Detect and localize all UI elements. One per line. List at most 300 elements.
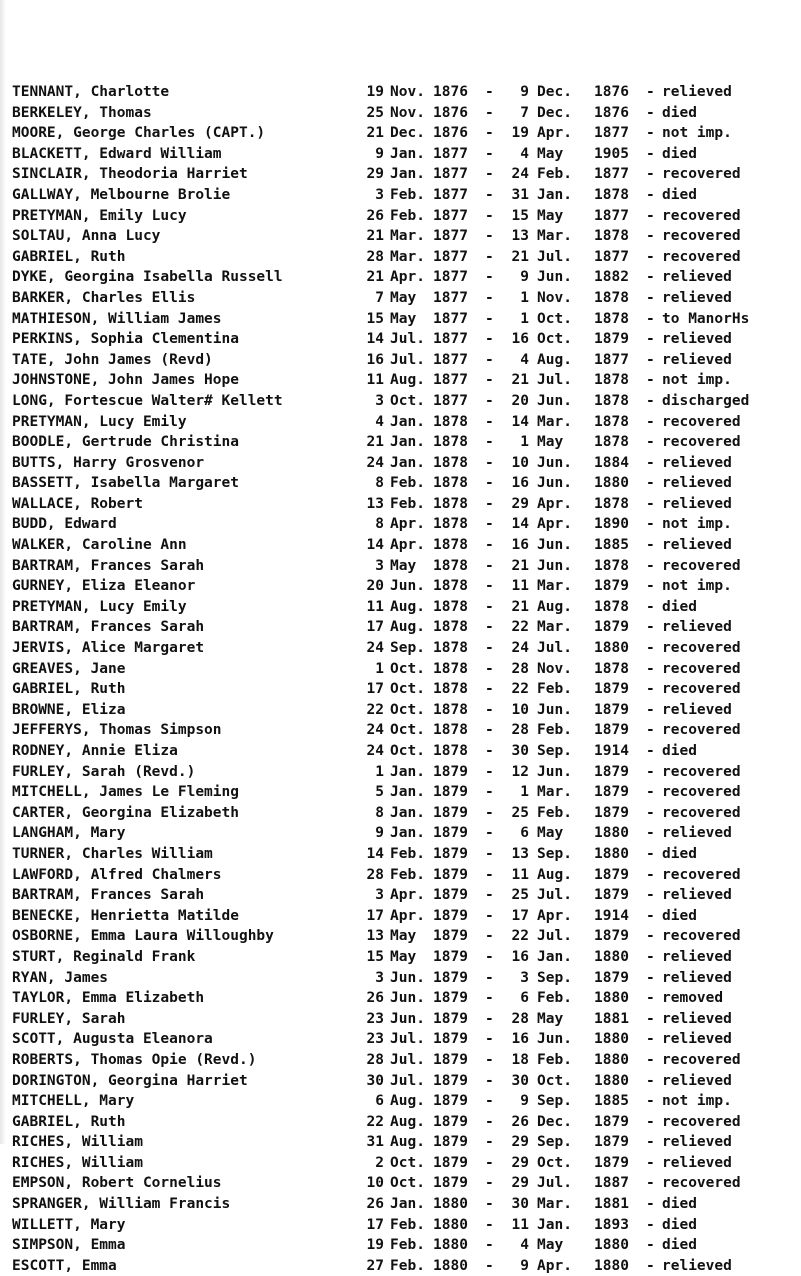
outcome-separator: - (646, 660, 655, 677)
admission-month: Jun. (390, 1010, 425, 1027)
discharge-year: 1881 (594, 1010, 629, 1027)
admission-month: Dec. (390, 125, 425, 142)
discharge-year: 1878 (594, 413, 629, 430)
discharge-day: 4 (520, 351, 529, 368)
outcome: relieved (662, 289, 732, 306)
discharge-day: 4 (520, 145, 529, 162)
date-separator: - (485, 166, 494, 183)
discharge-month: Dec. (537, 1113, 572, 1130)
discharge-month: Jun. (537, 475, 572, 492)
outcome: recovered (662, 166, 741, 183)
patient-name: BENECKE, Henrietta Matilde (12, 907, 239, 924)
admission-month: Oct. (390, 722, 425, 739)
discharge-day: 28 (511, 660, 529, 677)
discharge-day: 16 (511, 537, 529, 554)
date-separator: - (485, 969, 494, 986)
discharge-year: 1887 (594, 1175, 629, 1192)
admission-year: 1878 (433, 701, 468, 718)
discharge-day: 22 (511, 928, 529, 945)
date-separator: - (485, 186, 494, 203)
admission-month: Mar. (390, 228, 425, 245)
outcome-separator: - (646, 578, 655, 595)
admission-year: 1879 (433, 1113, 468, 1130)
admission-year: 1878 (433, 619, 468, 636)
outcome-separator: - (646, 784, 655, 801)
discharge-month: Aug. (537, 598, 572, 615)
admission-day: 3 (375, 557, 384, 574)
admission-year: 1878 (433, 681, 468, 698)
discharge-month: Feb. (537, 722, 572, 739)
discharge-year: 1882 (594, 269, 629, 286)
admission-day: 1 (375, 763, 384, 780)
admission-day: 31 (366, 1134, 384, 1151)
discharge-year: 1879 (594, 928, 629, 945)
discharge-day: 22 (511, 681, 529, 698)
discharge-year: 1880 (594, 475, 629, 492)
admission-month: Jul. (390, 1051, 425, 1068)
admission-month: Feb. (390, 1237, 425, 1254)
discharge-year: 1878 (594, 598, 629, 615)
register-row (12, 267, 797, 288)
admission-year: 1880 (433, 1216, 468, 1233)
register-row (12, 185, 797, 206)
admission-day: 5 (375, 784, 384, 801)
register-row (12, 597, 797, 618)
register-row (12, 226, 797, 247)
outcome-separator: - (646, 640, 655, 657)
admission-year: 1877 (433, 248, 468, 265)
outcome-separator: - (646, 619, 655, 636)
admission-day: 25 (366, 104, 384, 121)
patient-name: MOORE, George Charles (CAPT.) (12, 125, 266, 142)
admission-month: Oct. (390, 1175, 425, 1192)
admission-day: 28 (366, 866, 384, 883)
register-row (12, 82, 797, 103)
date-separator: - (485, 907, 494, 924)
admission-year: 1879 (433, 1093, 468, 1110)
discharge-month: May (537, 145, 564, 162)
date-separator: - (485, 475, 494, 492)
patient-name: RODNEY, Annie Eliza (12, 743, 178, 759)
discharge-month: Sep. (537, 969, 572, 986)
outcome-separator: - (646, 310, 655, 327)
date-separator: - (485, 784, 494, 801)
admission-day: 22 (366, 1113, 384, 1130)
admission-year: 1879 (433, 990, 468, 1007)
discharge-year: 1878 (594, 660, 629, 677)
date-separator: - (485, 1031, 494, 1048)
outcome: died (662, 743, 697, 759)
date-separator: - (485, 310, 494, 327)
outcome-separator: - (646, 1031, 655, 1048)
discharge-month: Sep. (537, 1093, 572, 1110)
date-separator: - (485, 84, 494, 100)
outcome: relieved (662, 887, 732, 904)
admission-year: 1879 (433, 825, 468, 842)
admission-day: 16 (366, 351, 384, 368)
outcome: recovered (662, 207, 741, 224)
admission-year: 1878 (433, 578, 468, 595)
outcome: recovered (662, 413, 741, 430)
discharge-month: Jun. (537, 454, 572, 471)
admission-year: 1878 (433, 537, 468, 554)
admission-month: Jun. (390, 990, 425, 1007)
outcome-separator: - (646, 1154, 655, 1171)
admission-month: Aug. (390, 598, 425, 615)
admission-year: 1878 (433, 598, 468, 615)
admission-month: May (390, 928, 417, 945)
discharge-year: 1879 (594, 804, 629, 821)
outcome: relieved (662, 269, 732, 286)
admission-year: 1879 (433, 887, 468, 904)
discharge-day: 21 (511, 557, 529, 574)
discharge-day: 9 (520, 1257, 529, 1274)
register-row (12, 617, 797, 638)
admission-day: 8 (375, 804, 384, 821)
date-separator: - (485, 289, 494, 306)
discharge-month: Feb. (537, 166, 572, 183)
admission-month: Apr. (390, 537, 425, 554)
register-row (12, 329, 797, 350)
patient-name: STURT, Reginald Frank (12, 948, 196, 965)
discharge-day: 10 (511, 454, 529, 471)
discharge-year: 1879 (594, 578, 629, 595)
admission-month: Mar. (390, 248, 425, 265)
admission-month: Jan. (390, 145, 425, 162)
admission-year: 1877 (433, 289, 468, 306)
outcome-separator: - (646, 289, 655, 306)
patient-name: FURLEY, Sarah (Revd.) (12, 763, 196, 780)
register-row (12, 700, 797, 721)
discharge-day: 29 (511, 1134, 529, 1151)
discharge-day: 29 (511, 1175, 529, 1192)
patient-name: CARTER, Georgina Elizabeth (12, 804, 239, 821)
register-row (12, 103, 797, 124)
admission-day: 3 (375, 887, 384, 904)
outcome: recovered (662, 1175, 741, 1192)
patient-name: OSBORNE, Emma Laura Willoughby (12, 928, 274, 945)
admission-month: Aug. (390, 1113, 425, 1130)
discharge-day: 25 (511, 887, 529, 904)
admission-year: 1879 (433, 928, 468, 945)
admission-month: Jul. (390, 1072, 425, 1089)
outcome-separator: - (646, 1113, 655, 1130)
outcome-separator: - (646, 186, 655, 203)
discharge-day: 28 (511, 1010, 529, 1027)
admission-day: 24 (366, 722, 384, 739)
admission-month: Jan. (390, 1196, 425, 1213)
register-row (12, 1132, 797, 1153)
discharge-month: Oct. (537, 1154, 572, 1171)
admission-day: 24 (366, 743, 384, 759)
discharge-year: 1877 (594, 166, 629, 183)
discharge-day: 6 (520, 990, 529, 1007)
register-row (12, 473, 797, 494)
outcome: recovered (662, 640, 741, 657)
admission-day: 3 (375, 969, 384, 986)
discharge-day: 16 (511, 331, 529, 348)
admission-day: 14 (366, 331, 384, 348)
register-row (12, 865, 797, 886)
admission-day: 21 (366, 269, 384, 286)
patient-name: GALLWAY, Melbourne Brolie (12, 186, 231, 203)
discharge-year: 1877 (594, 351, 629, 368)
patient-name: BUDD, Edward (12, 516, 117, 533)
register-row (12, 823, 797, 844)
admission-year: 1878 (433, 434, 468, 451)
discharge-year: 1878 (594, 289, 629, 306)
outcome: relieved (662, 701, 732, 718)
admission-day: 7 (375, 289, 384, 306)
register-row (12, 720, 797, 741)
admission-month: Feb. (390, 1216, 425, 1233)
discharge-year: 1878 (594, 186, 629, 203)
patient-name: JERVIS, Alice Margaret (12, 640, 205, 657)
admission-month: Jul. (390, 351, 425, 368)
discharge-month: Jun. (537, 1031, 572, 1048)
admission-day: 23 (366, 1010, 384, 1027)
discharge-day: 1 (520, 434, 529, 451)
outcome-separator: - (646, 928, 655, 945)
outcome: recovered (662, 763, 741, 780)
register-row (12, 391, 797, 412)
patient-name: RYAN, James (12, 969, 109, 986)
date-separator: - (485, 207, 494, 224)
discharge-month: Dec. (537, 104, 572, 121)
discharge-month: Sep. (537, 845, 572, 862)
date-separator: - (485, 1154, 494, 1171)
admission-day: 30 (366, 1072, 384, 1089)
admission-month: Feb. (390, 475, 425, 492)
discharge-day: 21 (511, 248, 529, 265)
patient-name: MITCHELL, Mary (12, 1093, 135, 1110)
outcome: recovered (662, 557, 741, 574)
register-row (12, 123, 797, 144)
register-row (12, 556, 797, 577)
discharge-day: 10 (511, 701, 529, 718)
discharge-month: Oct. (537, 331, 572, 348)
outcome: recovered (662, 804, 741, 821)
admission-day: 24 (366, 640, 384, 657)
outcome: relieved (662, 537, 732, 554)
discharge-day: 31 (511, 186, 529, 203)
admission-month: Aug. (390, 619, 425, 636)
register-row (12, 803, 797, 824)
discharge-year: 1879 (594, 1154, 629, 1171)
discharge-month: Sep. (537, 743, 572, 759)
date-separator: - (485, 1010, 494, 1027)
admission-month: Jan. (390, 763, 425, 780)
admission-day: 8 (375, 475, 384, 492)
patient-name: SCOTT, Augusta Eleanora (12, 1031, 213, 1048)
admission-month: Feb. (390, 1257, 425, 1274)
register-row (12, 679, 797, 700)
date-separator: - (485, 1093, 494, 1110)
discharge-year: 1879 (594, 619, 629, 636)
discharge-year: 1878 (594, 392, 629, 409)
register-row (12, 370, 797, 391)
discharge-month: Mar. (537, 578, 572, 595)
admission-year: 1879 (433, 1134, 468, 1151)
outcome: recovered (662, 1113, 741, 1130)
outcome-separator: - (646, 825, 655, 842)
admission-year: 1878 (433, 743, 468, 759)
admission-year: 1878 (433, 475, 468, 492)
admission-month: Feb. (390, 866, 425, 883)
patient-name: PERKINS, Sophia Clementina (12, 331, 239, 348)
page-edge (0, 0, 6, 1144)
discharge-day: 17 (511, 907, 529, 924)
admission-day: 21 (366, 434, 384, 451)
discharge-month: Mar. (537, 228, 572, 245)
admission-year: 1879 (433, 969, 468, 986)
date-separator: - (485, 434, 494, 451)
discharge-month: Jun. (537, 701, 572, 718)
register-row (12, 247, 797, 268)
admission-day: 11 (366, 598, 384, 615)
outcome: recovered (662, 248, 741, 265)
patient-name: TATE, John James (Revd) (12, 351, 213, 368)
discharge-year: 1905 (594, 145, 629, 162)
outcome: recovered (662, 681, 741, 698)
patient-name: TURNER, Charles William (12, 845, 213, 862)
discharge-day: 13 (511, 228, 529, 245)
discharge-day: 11 (511, 578, 529, 595)
outcome-separator: - (646, 104, 655, 121)
discharge-day: 4 (520, 1237, 529, 1254)
date-separator: - (485, 825, 494, 842)
outcome-separator: - (646, 1257, 655, 1274)
admission-month: May (390, 310, 417, 327)
admission-year: 1879 (433, 1031, 468, 1048)
outcome: not imp. (662, 372, 732, 389)
date-separator: - (485, 887, 494, 904)
date-separator: - (485, 681, 494, 698)
admission-year: 1876 (433, 104, 468, 121)
register-row (12, 1194, 797, 1215)
patient-name: BARKER, Charles Ellis (12, 289, 196, 306)
discharge-year: 1880 (594, 825, 629, 842)
outcome-separator: - (646, 907, 655, 924)
discharge-day: 9 (520, 269, 529, 286)
register-row (12, 926, 797, 947)
outcome: relieved (662, 948, 732, 965)
discharge-day: 21 (511, 598, 529, 615)
admission-month: Feb. (390, 186, 425, 203)
admission-month: May (390, 289, 417, 306)
admission-year: 1877 (433, 351, 468, 368)
date-separator: - (485, 640, 494, 657)
outcome-separator: - (646, 845, 655, 862)
outcome-separator: - (646, 1196, 655, 1213)
discharge-year: 1880 (594, 1257, 629, 1274)
outcome: relieved (662, 1154, 732, 1171)
admission-day: 9 (375, 825, 384, 842)
admission-year: 1878 (433, 413, 468, 430)
outcome: relieved (662, 969, 732, 986)
date-separator: - (485, 1257, 494, 1274)
admission-day: 15 (366, 310, 384, 327)
discharge-day: 9 (520, 1093, 529, 1110)
date-separator: - (485, 269, 494, 286)
admission-day: 17 (366, 681, 384, 698)
discharge-year: 1914 (594, 743, 629, 759)
outcome-separator: - (646, 763, 655, 780)
patient-name: BARTRAM, Frances Sarah (12, 557, 205, 574)
discharge-month: Sep. (537, 1134, 572, 1151)
admission-year: 1879 (433, 866, 468, 883)
date-separator: - (485, 351, 494, 368)
discharge-day: 9 (520, 84, 529, 100)
discharge-month: Apr. (537, 907, 572, 924)
admission-day: 28 (366, 248, 384, 265)
admission-day: 3 (375, 186, 384, 203)
register-row (12, 1071, 797, 1092)
outcome-separator: - (646, 475, 655, 492)
outcome: relieved (662, 1257, 732, 1274)
register-row (12, 164, 797, 185)
admission-day: 11 (366, 372, 384, 389)
date-separator: - (485, 743, 494, 759)
outcome: relieved (662, 351, 732, 368)
patient-name: BERKELEY, Thomas (12, 104, 152, 121)
register-row (12, 988, 797, 1009)
admission-year: 1878 (433, 557, 468, 574)
discharge-year: 1885 (594, 1093, 629, 1110)
date-separator: - (485, 516, 494, 533)
discharge-year: 1879 (594, 331, 629, 348)
outcome: died (662, 1196, 697, 1213)
discharge-day: 16 (511, 1031, 529, 1048)
register-row (12, 1029, 797, 1050)
admission-year: 1880 (433, 1196, 468, 1213)
patient-name: GABRIEL, Ruth (12, 248, 126, 265)
discharge-month: May (537, 434, 564, 451)
patient-name: SIMPSON, Emma (12, 1237, 126, 1254)
discharge-year: 1879 (594, 1134, 629, 1151)
date-separator: - (485, 495, 494, 512)
patient-name: BARTRAM, Frances Sarah (12, 619, 205, 636)
discharge-day: 11 (511, 1216, 529, 1233)
date-separator: - (485, 701, 494, 718)
outcome-separator: - (646, 84, 655, 100)
admission-day: 23 (366, 1031, 384, 1048)
patient-name: WALLACE, Robert (12, 495, 143, 512)
register-row (12, 1235, 797, 1256)
discharge-year: 1880 (594, 1051, 629, 1068)
outcome-separator: - (646, 434, 655, 451)
patient-name: WILLETT, Mary (12, 1216, 126, 1233)
discharge-year: 1885 (594, 537, 629, 554)
outcome-separator: - (646, 969, 655, 986)
admission-year: 1876 (433, 84, 468, 100)
discharge-month: Jun. (537, 537, 572, 554)
register-row (12, 741, 797, 762)
admission-month: May (390, 948, 417, 965)
discharge-month: Mar. (537, 784, 572, 801)
outcome-separator: - (646, 516, 655, 533)
discharge-day: 12 (511, 763, 529, 780)
discharge-year: 1879 (594, 866, 629, 883)
discharge-month: Apr. (537, 495, 572, 512)
outcome: died (662, 907, 697, 924)
outcome: relieved (662, 454, 732, 471)
date-separator: - (485, 372, 494, 389)
date-separator: - (485, 1051, 494, 1068)
patient-name: ROBERTS, Thomas Opie (Revd.) (12, 1051, 257, 1068)
patient-name: GABRIEL, Ruth (12, 681, 126, 698)
outcome-separator: - (646, 701, 655, 718)
